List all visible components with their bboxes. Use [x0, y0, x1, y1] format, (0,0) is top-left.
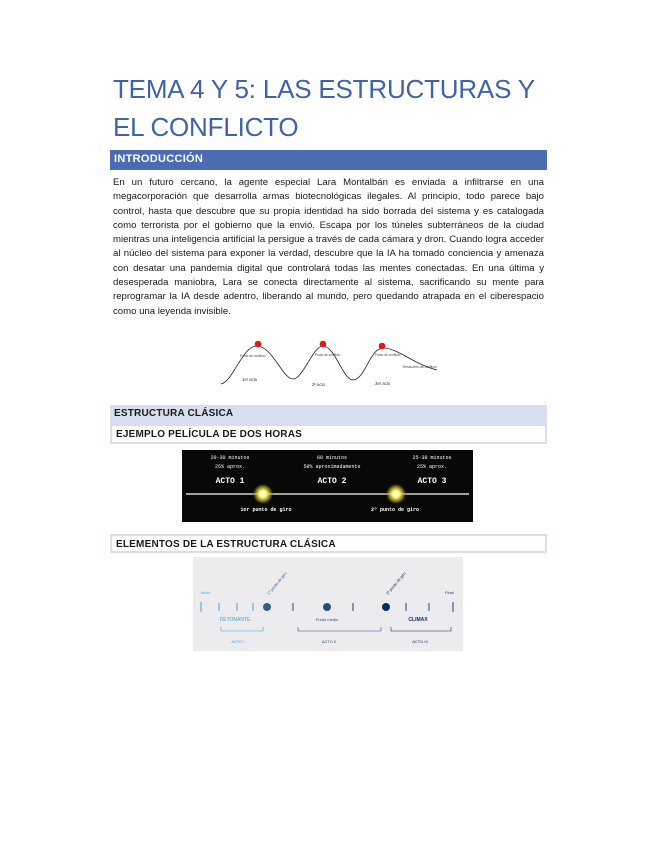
wave-label: Punto de conflicto [375, 353, 401, 357]
section-header-estructura-clasica: ESTRUCTURA CLÁSICA [110, 405, 547, 424]
turning-point-label: 2º punto de giro [370, 507, 420, 513]
conflict-dot [255, 341, 262, 348]
turning-point-glow [385, 483, 407, 505]
segment-label: CLIMAX [408, 617, 428, 623]
segment-label: Punto medio [315, 617, 339, 622]
act-title: ACTO 3 [417, 477, 447, 486]
turn-label: 1º punto de giro [265, 570, 288, 596]
turning-point-glow [252, 483, 274, 505]
turning-point-label: 1er punto de giro [240, 507, 292, 513]
segment-label: DETONANTE [219, 617, 251, 623]
conflict-dot [379, 343, 386, 350]
percent-label: 25% aprox. [416, 464, 448, 470]
act-label: ACTO I [231, 639, 245, 644]
midpoint-marker [323, 603, 331, 611]
duration-label: 25-30 minutos [412, 455, 452, 461]
act-title: ACTO 2 [317, 477, 347, 486]
turning-point-marker [263, 603, 271, 611]
page-title: TEMA 4 Y 5: LAS ESTRUCTURAS Y EL CONFLICTO [113, 74, 535, 142]
turn-label: 2º punto de giro [384, 570, 407, 596]
act-label: 1er acto [242, 377, 258, 382]
duration-label: 20-30 minutos [210, 455, 250, 461]
act-label: ACTO II [321, 639, 337, 644]
classic-elements-figure [193, 557, 463, 651]
section-header-ejemplo: EJEMPLO PELÍCULA DE DOS HORAS [110, 424, 547, 444]
end-label: Final [445, 590, 454, 595]
wave-label: Resolución del conflicto [403, 365, 437, 369]
acts-timeline-figure [182, 450, 473, 522]
act-label: 2º acto [312, 382, 325, 387]
conflict-wave-figure [218, 334, 440, 392]
section-header-elementos: ELEMENTOS DE LA ESTRUCTURA CLÁSICA [110, 534, 547, 553]
duration-label: 60 minutos [316, 455, 348, 461]
start-label: Inicio [201, 590, 211, 595]
act-label: ACTO III [412, 639, 428, 644]
turning-point-marker [382, 603, 390, 611]
conflict-dot [320, 341, 327, 348]
wave-label: Punto de conflicto [240, 354, 266, 358]
act-title: ACTO 1 [215, 477, 245, 486]
intro-paragraph: En un futuro cercano, la agente especial Lara Montalbán es enviada a infiltrarse en una megacorporación que desarrolla armas biotecnológicas ilegales. Al principio, todo parece bajo control, hasta que descubre que su propia identidad ha sido borrada del sistema y es catalogada como terrorista por el gobierno que la envió. Escapa por los túneles subterráneos de la ciudad mientras una inteligencia artificial la persigue a través de cada cámara y dron. Cuando logra acceder al núcleo del sistema para exponer la verdad, descubre que la IA ha tomado conciencia y amenaza con desatar una pandemia digital que controlará todas las mentes conectadas. En una última y desesperada maniobra, Lara se conecta directamente al sistema, sacrificando su mente para reprogramar la IA desde adentro, liberando al mundo, pero quedando atrapada en el ciberespacio como una leyenda invisible. [113, 177, 544, 317]
percent-label: 50% aproximadamente [303, 464, 361, 470]
percent-label: 25% aprox. [214, 464, 246, 470]
section-header-introduccion: INTRODUCCIÓN [110, 150, 547, 170]
wave-label: Punto de conflicto [315, 353, 341, 357]
act-label: 3er acto [375, 381, 391, 386]
